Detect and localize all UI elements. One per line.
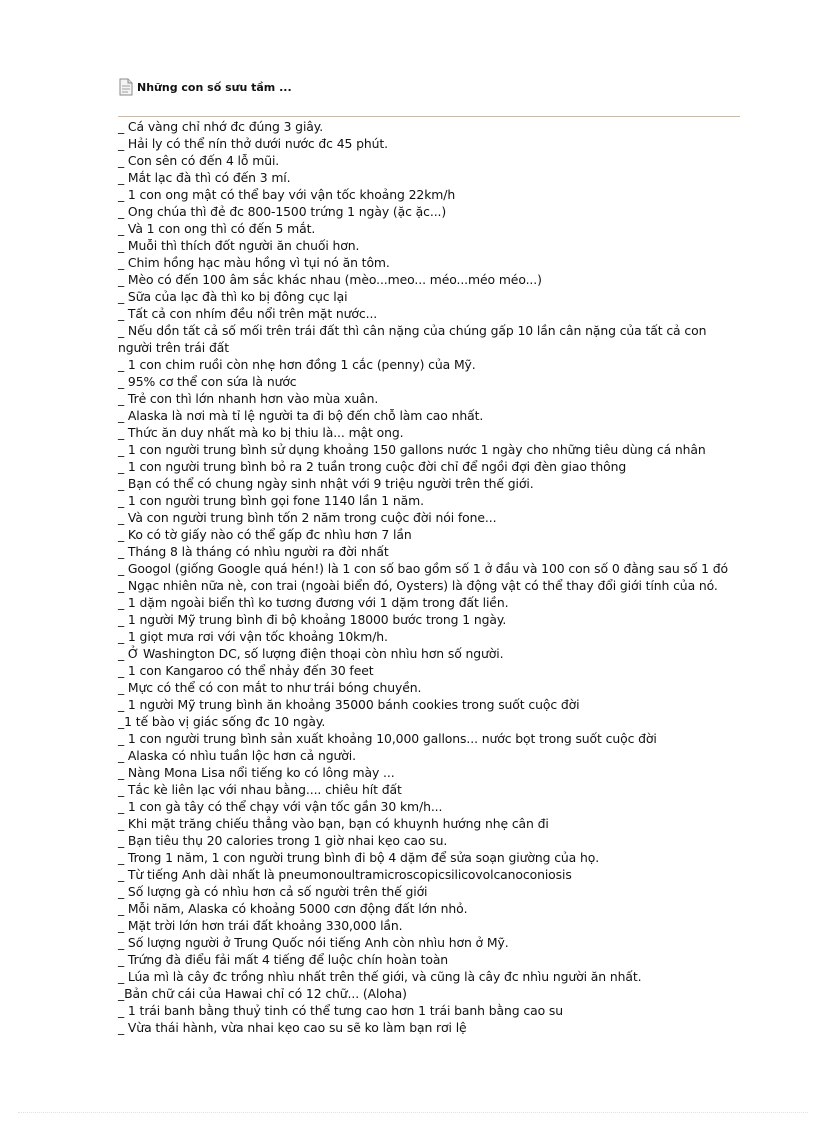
fact-item: _ Bạn có thể có chung ngày sinh nhật với 9 triệu người trên thế giới. (118, 476, 534, 491)
page-bottom-border (18, 1112, 808, 1113)
fact-item: _ Tháng 8 là tháng có nhìu người ra đời nhất (118, 544, 389, 559)
fact-item: _ Ngạc nhiên nữa nè, con trai (ngoài biển đó, Oysters) là động vật có thể thay đổi giới tính của nó. (118, 578, 718, 593)
fact-item: _ 1 con người trung bình sản xuất khoảng 10,000 gallons... nước bọt trong suốt cuộc đời (118, 731, 657, 746)
fact-item: _ Con sên có đến 4 lỗ mũi. (118, 153, 280, 168)
fact-item: _ Và 1 con ong thì có đến 5 mắt. (118, 221, 316, 236)
fact-item: _ 1 người Mỹ trung bình đi bộ khoảng 18000 bước trong 1 ngày. (118, 612, 507, 627)
fact-item: _ 1 con người trung bình sử dụng khoảng 150 gallons nước 1 ngày cho những tiêu dùng cá nhân (118, 442, 706, 457)
fact-item: _ Mỗi năm, Alaska có khoảng 5000 cơn động đất lớn nhỏ. (118, 901, 468, 916)
fact-item: _ Bạn tiêu thụ 20 calories trong 1 giờ nhai kẹo cao su. (118, 833, 448, 848)
fact-item: _ 1 giọt mưa rơi với vận tốc khoảng 10km/h. (118, 629, 388, 644)
fact-item: _ Khi mặt trăng chiếu thẳng vào bạn, bạn có khuynh hướng nhẹ cân đi (118, 816, 549, 831)
fact-item: _ Trong 1 năm, 1 con người trung bình đi bộ 4 dặm để sửa soạn giường của họ. (118, 850, 600, 865)
fact-item: _ Ở Washington DC, số lượng điện thoại còn nhìu hơn số người. (118, 646, 504, 661)
fact-item: _ 1 con chim ruồi còn nhẹ hơn đồng 1 cắc (penny) của Mỹ. (118, 357, 476, 372)
fact-item: _ Mực có thể có con mắt to như trái bóng chuyền. (118, 680, 422, 695)
fact-item: _ Mắt lạc đà thì có đến 3 mí. (118, 170, 291, 185)
fact-item: _ Hải ly có thể nín thở dưới nước đc 45 phút. (118, 136, 388, 151)
fact-item: _ 1 con Kangaroo có thể nhảy đến 30 feet (118, 663, 374, 678)
fact-item: _ Mèo có đến 100 âm sắc khác nhau (mèo...meo... méo...méo méo...) (118, 272, 542, 287)
fact-item: _ Googol (giống Google quá hén!) là 1 con số bao gồm số 1 ở đầu và 100 con số 0 đằng sau số 1 đó (118, 561, 729, 576)
fact-item: _ Chim hồng hạc màu hồng vì tụi nó ăn tôm. (118, 255, 390, 270)
fact-item: _Bản chữ cái của Hawai chỉ có 12 chữ... (Aloha) (118, 986, 407, 1001)
fact-item: _ 1 dặm ngoài biển thì ko tương đương với 1 dặm trong đất liền. (118, 595, 509, 610)
fact-item: _ Alaska có nhìu tuần lộc hơn cả người. (118, 748, 356, 763)
facts-list (118, 118, 738, 1036)
document-icon (118, 78, 134, 96)
fact-item: _ Trẻ con thì lớn nhanh hơn vào mùa xuân. (118, 391, 379, 406)
fact-item: _ Số lượng gà có nhìu hơn cả số người trên thế giới (118, 884, 428, 899)
title-divider (118, 116, 740, 117)
fact-item: _ 1 trái banh bằng thuỷ tinh có thể tưng cao hơn 1 trái banh bằng cao su (118, 1003, 564, 1018)
fact-item: _ 1 con người trung bình bỏ ra 2 tuần trong cuộc đời chỉ để ngồi đợi đèn giao thông (118, 459, 627, 474)
fact-item: _ Và con người trung bình tốn 2 năm trong cuộc đời nói fone... (118, 510, 497, 525)
fact-item: _1 tế bào vị giác sống đc 10 ngày. (118, 714, 326, 729)
fact-item: _ Trứng đà điểu fải mất 4 tiếng để luộc chín hoàn toàn (118, 952, 449, 967)
fact-item: _ Vừa thái hành, vừa nhai kẹo cao su sẽ ko làm bạn rơi lệ (118, 1020, 467, 1035)
fact-item: _ 1 con người trung bình gọi fone 1140 lần 1 năm. (118, 493, 424, 508)
fact-item: _ Sữa của lạc đà thì ko bị đông cục lại (118, 289, 348, 304)
fact-item: _ Tất cả con nhím đều nổi trên mặt nước... (118, 306, 378, 321)
fact-item: _ Ong chúa thì đẻ đc 800-1500 trứng 1 ngày (ặc ặc...) (118, 204, 447, 219)
fact-item: _ Từ tiếng Anh dài nhất là pneumonoultramicroscopicsilicovolcanoconiosis (118, 867, 572, 882)
fact-item: _ 1 người Mỹ trung bình ăn khoảng 35000 bánh cookies trong suốt cuộc đời (118, 697, 580, 712)
fact-item: _ Tắc kè liên lạc với nhau bằng.... chiêu hít đất (118, 782, 402, 797)
fact-item: _ Cá vàng chỉ nhớ đc đúng 3 giây. (118, 119, 324, 134)
fact-item: _ 95% cơ thể con sứa là nước (118, 374, 297, 389)
fact-item: _ Muỗi thì thích đốt người ăn chuối hơn. (118, 238, 360, 253)
fact-item: _ 1 con ong mật có thể bay với vận tốc khoảng 22km/h (118, 187, 456, 202)
page-title: Những con số sưu tầm ... (137, 80, 292, 94)
fact-item: _ Số lượng người ở Trung Quốc nói tiếng Anh còn nhìu hơn ở Mỹ. (118, 935, 509, 950)
fact-item: _ Ko có tờ giấy nào có thể gấp đc nhìu hơn 7 lần (118, 527, 412, 542)
fact-item: _ Thức ăn duy nhất mà ko bị thiu là... mật ong. (118, 425, 404, 440)
fact-item: _ Nếu dồn tất cả số mối trên trái đất thì cân nặng của chúng gấp 10 lần cân nặng của tất cả con người trên trái đất (118, 323, 707, 355)
fact-item: _ Nàng Mona Lisa nổi tiếng ko có lông mày ... (118, 765, 395, 780)
fact-item: _ 1 con gà tây có thể chạy với vận tốc gần 30 km/h... (118, 799, 443, 814)
fact-item: _ Alaska là nơi mà tỉ lệ người ta đi bộ đến chỗ làm cao nhất. (118, 408, 484, 423)
fact-item: _ Lúa mì là cây đc trồng nhìu nhất trên thế giới, và cũng là cây đc nhìu người ăn nhất. (118, 969, 642, 984)
document-header (118, 78, 292, 96)
fact-item: _ Mặt trời lớn hơn trái đất khoảng 330,000 lần. (118, 918, 403, 933)
